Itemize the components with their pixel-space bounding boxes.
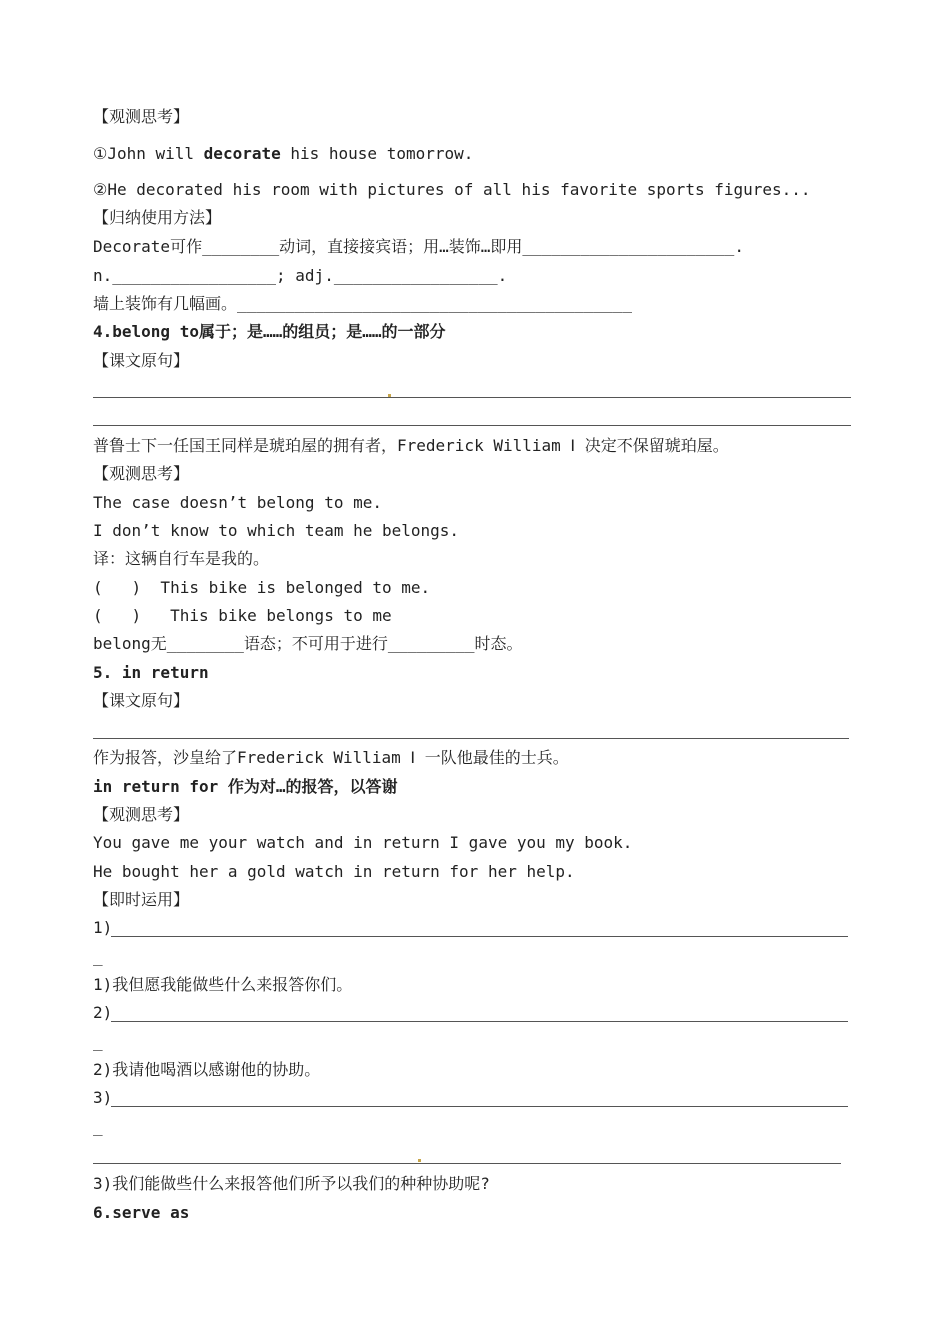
section-title: 4.belong to属于；是……的组员；是……的一部分 (93, 322, 446, 341)
example-sentence (93, 144, 473, 164)
text-sentence: 作为报答，沙皇给了Frederick William Ⅰ 一队他最佳的士兵。 (93, 748, 569, 767)
example-sentence: He bought her a gold watch in return for her help. (93, 862, 575, 881)
text-sentence: 普鲁士下一任国王同样是琥珀屋的拥有者，Frederick William Ⅰ 决定不保留琥珀屋。 (93, 436, 729, 455)
example-sentence: I don’t know to which team he belongs. (93, 521, 460, 540)
answer-line (93, 738, 849, 739)
heading-original: 【课文原句】 (93, 691, 190, 710)
translation-task: 译：这辆自行车是我的。 (93, 549, 270, 568)
continuation-mark: _ (93, 1032, 103, 1051)
example-sentence: You gave me your watch and in return I gave you my book. (93, 833, 633, 852)
fill-blank-line: Decorate可作________动词，直接接宾语；用…装饰…即用______________________. (93, 237, 744, 256)
heading-usage: 【归纳使用方法】 (93, 208, 222, 227)
heading-practice: 【即时运用】 (93, 890, 190, 909)
keyword: decorate (203, 144, 281, 163)
answer-line (111, 936, 848, 937)
section-title: 6.serve as (93, 1203, 190, 1222)
heading-observe: 【观测思考】 (93, 107, 190, 126)
choice-line: ( ) This bike is belonged to me. (93, 578, 431, 597)
translation-task: 墙上装饰有几幅画。_________________________________________ (93, 294, 632, 313)
exercise-prompt: 1)我但愿我能做些什么来报答你们。 (93, 975, 353, 994)
phrase-title: in return for 作为对…的报答，以答谢 (93, 777, 398, 796)
answer-line (111, 1106, 848, 1107)
exercise-number: 3) (93, 1088, 113, 1107)
heading-original: 【课文原句】 (93, 351, 190, 370)
exercise-number: 2) (93, 1003, 113, 1022)
example-sentence: The case doesn’t belong to me. (93, 493, 382, 512)
exercise-prompt: 3)我们能做些什么来报答他们所予以我们的种种协助呢? (93, 1174, 490, 1193)
choice-line: ( ) This bike belongs to me (93, 606, 392, 625)
exercise-prompt: 2)我请他喝酒以感谢他的协助。 (93, 1060, 321, 1079)
section-title: 5. in return (93, 663, 209, 682)
answer-line (93, 1163, 841, 1164)
answer-line (93, 397, 851, 398)
example-text: his house tomorrow. (280, 144, 474, 163)
continuation-mark: _ (93, 947, 103, 966)
example-text: ①John will (93, 144, 204, 163)
heading-observe: 【观测思考】 (93, 464, 190, 483)
fill-blank-line: belong无________语态；不可用于进行_________时态。 (93, 634, 523, 653)
example-sentence: ②He decorated his room with pictures of all his favorite sports figures... (93, 180, 811, 199)
answer-line (111, 1021, 848, 1022)
exercise-number: 1) (93, 918, 113, 937)
mark-dot (418, 1159, 421, 1162)
mark-dot (388, 394, 391, 397)
continuation-mark: _ (93, 1117, 103, 1136)
answer-line (93, 425, 851, 426)
fill-blank-line: n._________________; adj._________________. (93, 266, 508, 285)
heading-observe: 【观测思考】 (93, 805, 190, 824)
